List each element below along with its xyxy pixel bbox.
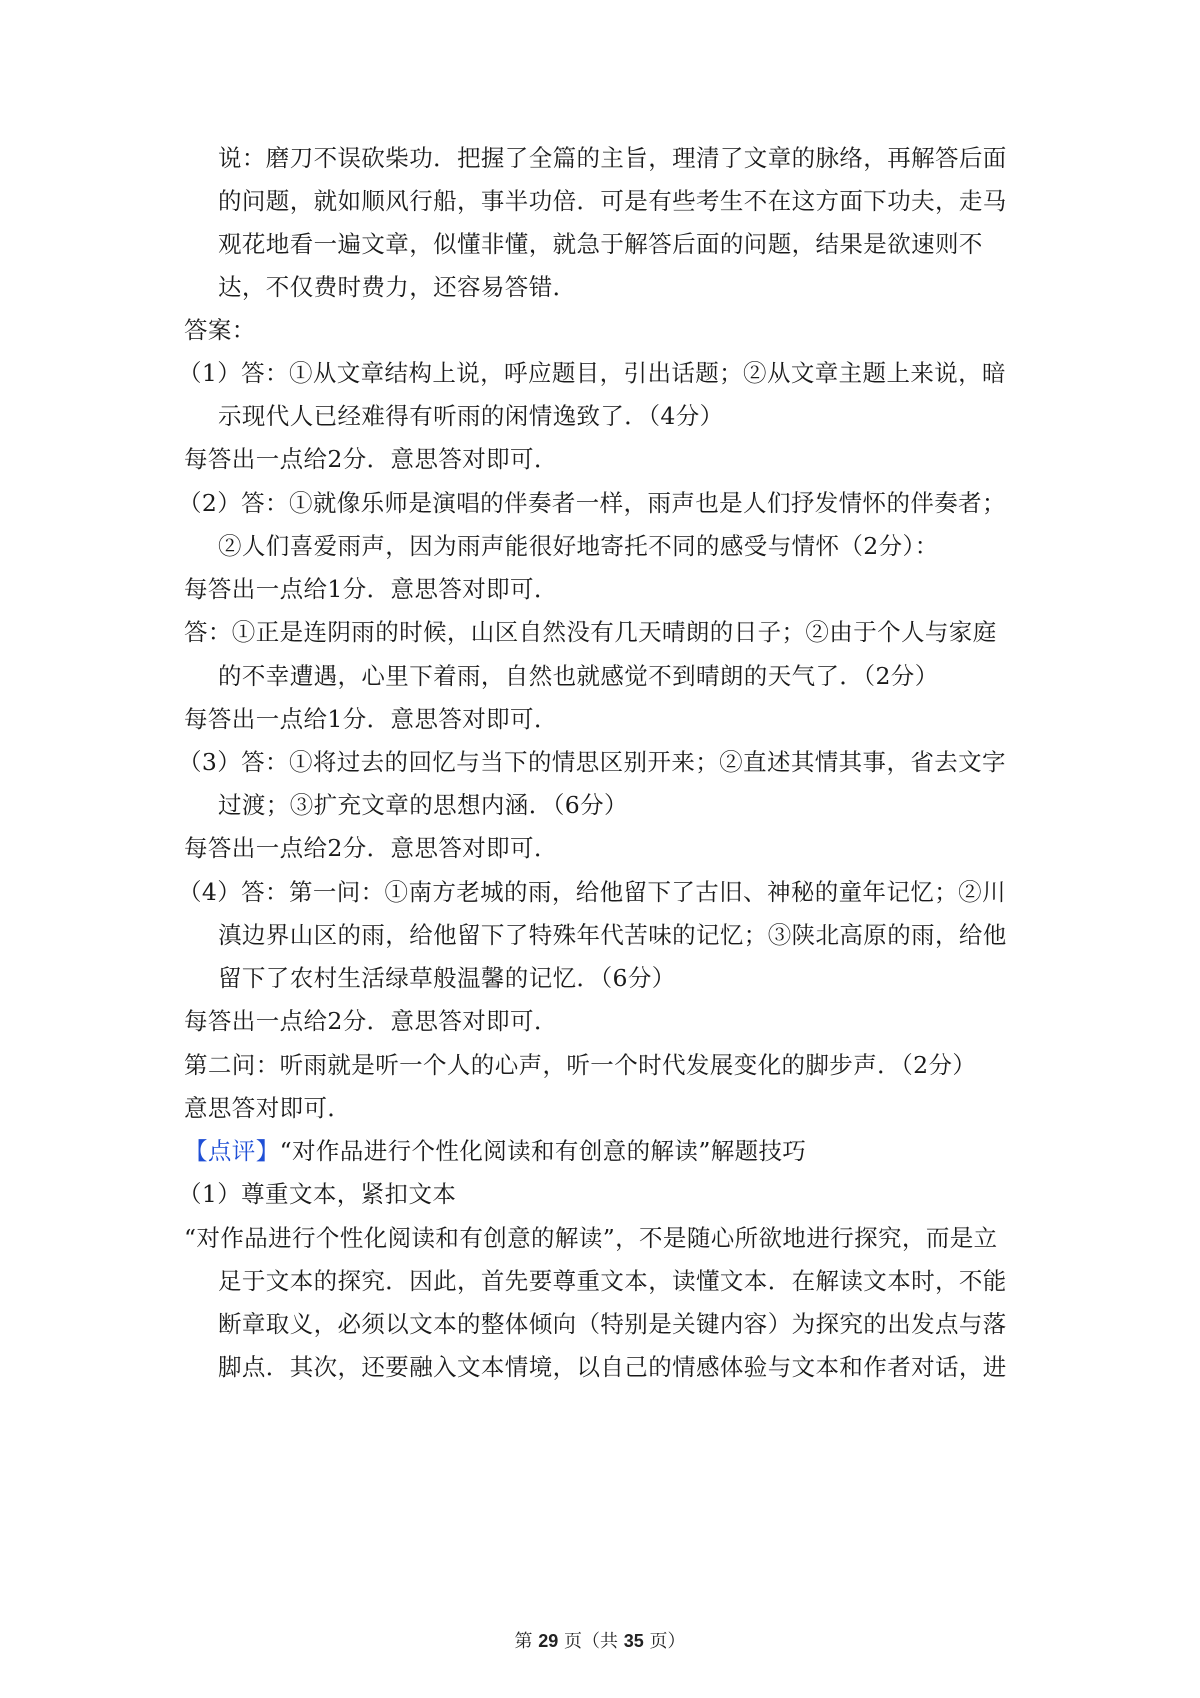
answer-2-line: （2）答：①就像乐师是演唱的伴奏者一样，雨声也是人们抒发情怀的伴奏者； [178, 489, 1006, 517]
review-paragraph-line: 脚点．其次，还要融入文本情境，以自己的情感体验与文本和作者对话，进 [218, 1353, 1007, 1381]
answer-2-line: ②人们喜爱雨声，因为雨声能很好地寄托不同的感受与情怀（2分）： [218, 532, 939, 560]
answer-heading: 答案： [184, 316, 256, 344]
scoring-note: 每答出一点给1分．意思答对即可． [184, 705, 558, 733]
answer-3-line: 过渡；③扩充文章的思想内涵．（6分） [218, 791, 628, 819]
current-page-number: 29 [538, 1631, 559, 1651]
review-title: “对作品进行个性化阅读和有创意的解读”解题技巧 [279, 1137, 807, 1165]
total-page-count: 35 [623, 1631, 644, 1651]
review-tag: 【点评】 [184, 1137, 280, 1165]
scoring-note: 意思答对即可． [184, 1094, 352, 1122]
answer-1-line: （1）答：①从文章结构上说，呼应题目，引出话题；②从文章主题上来说，暗 [178, 359, 1006, 387]
answer-4-second-question: 第二问：听雨就是听一个人的心声，听一个时代发展变化的脚步声．（2分） [184, 1051, 977, 1079]
text-line: 达，不仅费时费力，还容易答错． [218, 273, 577, 301]
answer-2b-line: 答：①正是连阴雨的时候，山区自然没有几天晴朗的日子；②由于个人与家庭 [184, 618, 997, 646]
scoring-note: 每答出一点给1分．意思答对即可． [184, 575, 558, 603]
page-footer [0, 1629, 1200, 1654]
scoring-note: 每答出一点给2分．意思答对即可． [184, 834, 558, 862]
review-heading [184, 1128, 1024, 1174]
review-paragraph-line: 断章取义，必须以文本的整体倾向（特别是关键内容）为探究的出发点与落 [218, 1310, 1007, 1338]
footer-prefix: 第 [514, 1631, 533, 1652]
scoring-note: 每答出一点给2分．意思答对即可． [184, 445, 558, 473]
answer-4-line: 留下了农村生活绿草般温馨的记忆．（6分） [218, 964, 676, 992]
answer-4-line: 滇边界山区的雨，给他留下了特殊年代苦味的记忆；③陕北高原的雨，给他 [218, 921, 1007, 949]
answer-2b-line: 的不幸遭遇，心里下着雨，自然也就感觉不到晴朗的天气了．（2分） [218, 662, 939, 690]
footer-middle: 页（共 [564, 1631, 618, 1652]
answer-3-line: （3）答：①将过去的回忆与当下的情思区别开来；②直述其情其事，省去文字 [178, 748, 1006, 776]
footer-suffix: 页） [649, 1631, 686, 1652]
text-line: 的问题，就如顺风行船，事半功倍．可是有些考生不在这方面下功夫，走马 [218, 187, 1007, 215]
answer-4-line: （4）答：第一问：①南方老城的雨，给他留下了古旧、神秘的童年记忆；②川 [178, 878, 1006, 906]
review-paragraph-line: 足于文本的探究．因此，首先要尊重文本，读懂文本．在解读文本时，不能 [218, 1267, 1007, 1295]
text-line: 观花地看一遍文章，似懂非懂，就急于解答后面的问题，结果是欲速则不 [218, 230, 983, 258]
review-paragraph-line: “对作品进行个性化阅读和有创意的解读”，不是随心所欲地进行探究，而是立 [184, 1224, 998, 1252]
scoring-note: 每答出一点给2分．意思答对即可． [184, 1007, 558, 1035]
review-subheading: （1）尊重文本，紧扣文本 [178, 1180, 457, 1208]
answer-1-line: 示现代人已经难得有听雨的闲情逸致了．（4分） [218, 402, 724, 430]
text-line: 说：磨刀不误砍柴功．把握了全篇的主旨，理清了文章的脉络，再解答后面 [218, 144, 1007, 172]
